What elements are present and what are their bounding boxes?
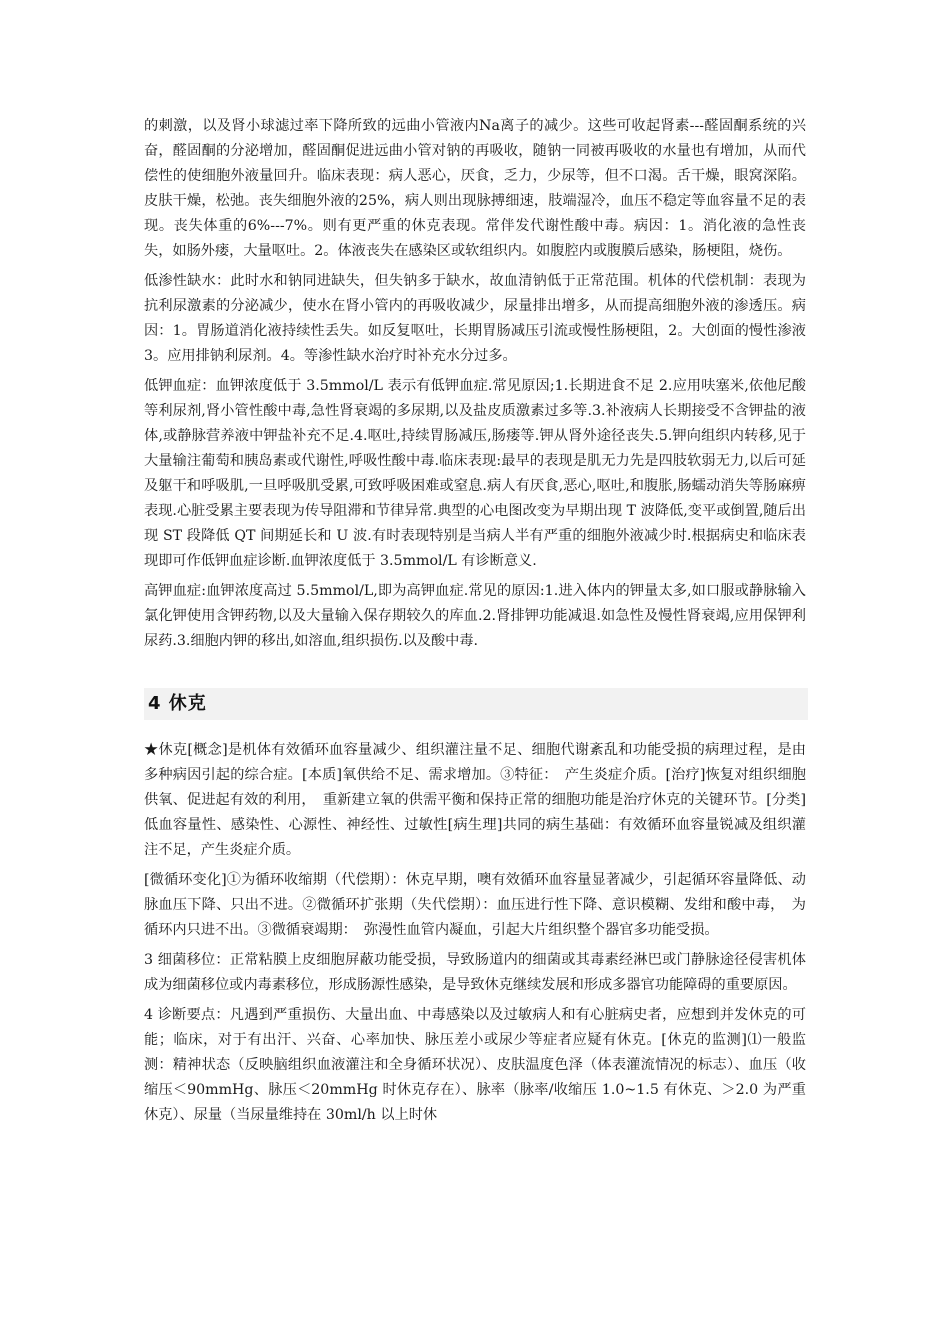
paragraph-diagnosis: 4 诊断要点：凡遇到严重损伤、大量出血、中毒感染以及过敏病人和有心脏病史者，应想到并发休克的可能；临床，对于有出汗、兴奋、心率加快、脉压差小或尿少等症者应疑有休克。[休克的监测]⑴一般监测：精神状态（反映脑组织血液灌注和全身循环状况）、皮肤温度色泽（体表灌流情况的标志）、血压（收缩压＜90mmHg、脉压＜20mmHg 时休克存在）、脉率（脉率/收缩压 1.0~1.5 有休克、＞2.0 为严重休克）、尿量（当尿量维持在 30ml/h 以上时休 (144, 1007, 806, 1123)
paragraph-microcirculation: [微循环变化]①为循环收缩期（代偿期）：休克早期，噢有效循环血容量显著减少，引起循环容量降低、动脉血压下降、只出不进。②微循环扩张期（失代偿期）：血压进行性下降、意识模糊、发绀和酸中毒， 为循环内只进不出。③微循衰竭期： 弥漫性血管内凝血，引起大片组织整个器官多功能受损。 (144, 872, 806, 938)
paragraph-hyperkalemia: 高钾血症:血钾浓度高过 5.5mmol/L,即为高钾血症.常见的原因:1.进入体内的钾量太多,如口服或静脉输入氯化钾使用含钾药物,以及大量输入保存期较久的库血.2.肾排钾功能减退.如急性及慢性肾衰竭,应用保钾利尿药.3.细胞内钾的移出,如溶血,组织损伤.以及酸中毒. (144, 583, 806, 649)
paragraph-bacterial-translocation: 3 细菌移位：正常粘膜上皮细胞屏蔽功能受损，导致肠道内的细菌或其毒素经淋巴或门静脉途径侵害机体成为细菌移位或内毒素移位，形成肠源性感染，是导致休克继续发展和形成多器官功能障碍的重要原因。 (144, 952, 806, 993)
paragraph-hypokalemia: 低钾血症：血钾浓度低于 3.5mmol/L 表示有低钾血症.常见原因;1.长期进食不足 2.应用呋塞米,依他尼酸等利尿剂,肾小管性酸中毒,急性肾衰竭的多尿期,以及盐皮质激素过多等.3.补液病人长期接受不含钾盐的液体,或静脉营养液中钾盐补充不足.4.呕吐,持续胃肠减压,肠瘘等.钾从肾外途径丧失.5.钾向组织内转移,见于大量输注葡萄和胰岛素或代谢性,呼吸性酸中毒.临床表现:最早的表现是肌无力先是四肢软弱无力,以后可延及躯干和呼吸肌,一旦呼吸肌受累,可致呼吸困难或窒息.病人有厌食,恶心,呕吐,和腹胀,肠蠕动消失等肠麻痹表现.心脏受累主要表现为传导阻滞和节律异常.典型的心电图改变为早期出现 T 波降低,变平或倒置,随后出现 ST 段降低 QT 间期延长和 U 波.有时表现特别是当病人半有严重的细胞外液减少时.根据病史和临床表现即可作低钾血症诊断.血钾浓度低于 3.5mmol/L 有诊断意义. (144, 378, 806, 569)
paragraph-isotonic-dehydration: 的刺激，以及肾小球滤过率下降所致的远曲小管液内Na离子的减少。这些可收起肾素---醛固酮系统的兴奋，醛固酮的分泌增加，醛固酮促进远曲小管对钠的再吸收，随钠一同被再吸收的水量也有增加，从而代偿性的使细胞外液量回升。临床表现：病人恶心，厌食，乏力，少尿等，但不口渴。舌干燥，眼窝深陷。皮肤干燥，松弛。丧失细胞外液的25%，病人则出现脉搏细速，肢端湿冷，血压不稳定等血容量不足的表现。丧失体重的6%---7%。则有更严重的休克表现。常伴发代谢性酸中毒。病因：1。消化液的急性丧失，如肠外瘘，大量呕吐。2。体液丧失在感染区或软组织内。如腹腔内或腹膜后感染，肠梗阻，烧伤。 (144, 118, 806, 259)
document-page (144, 114, 806, 1133)
paragraph-shock-concept: ★休克[概念]是机体有效循环血容量减少、组织灌注量不足、细胞代谢紊乱和功能受损的病理过程，是由多种病因引起的综合症。[本质]氧供给不足、需求增加。③特征： 产生炎症介质。[治疗]恢复对组织细胞供氧、促进起有效的利用， 重新建立氧的供需平衡和保持正常的细胞功能是治疗休克的关键环节。[分类]低血容量性、感染性、心源性、神经性、过敏性[病生理]共同的病生基础：有效循环血容量锐减及组织灌注不足，产生炎症介质。 (144, 742, 806, 858)
section-heading-shock: 4 休克 (144, 688, 808, 720)
paragraph-hypotonic-dehydration: 低渗性缺水：此时水和钠同进缺失，但失钠多于缺水，故血清钠低于正常范围。机体的代偿机制：表现为抗利尿激素的分泌减少，使水在肾小管内的再吸收减少，尿量排出增多，从而提高细胞外液的渗透压。病因：1。胃肠道消化液持续性丢失。如反复呕吐，长期胃肠减压引流或慢性肠梗阻，2。大创面的慢性渗液3。应用排钠利尿剂。4。等渗性缺水治疗时补充水分过多。 (144, 273, 806, 364)
